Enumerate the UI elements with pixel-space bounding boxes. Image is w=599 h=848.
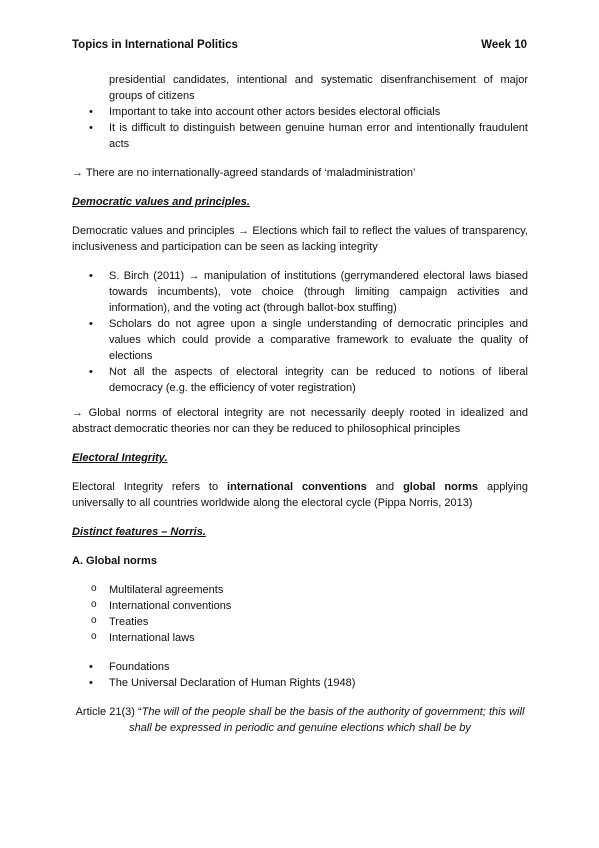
arrow-note: → There are no internationally-agreed standards of ‘maladministration’ <box>72 167 416 179</box>
section-heading-features: Distinct features – Norris. <box>72 526 206 538</box>
list-item: o Multilateral agreements <box>72 582 528 598</box>
list-item: • S. Birch (2011) → manipulation of institutions (gerrymandered electoral laws biased towards incumbents), vote choice (through limiting campaign activities and information), and the voting act (through ballot-box stuffing) <box>72 268 528 316</box>
quote-text: The will of the people shall be the basis of the authority of government; this will shall be expressed in periodic and genuine elections which shall be by <box>129 706 525 734</box>
text-run: applying universally to all countries worldwide along the electoral cycle (Pippa Norris, 2013) <box>72 481 528 509</box>
page-content <box>72 72 528 736</box>
subheading-global-norms: A. Global norms <box>72 555 157 567</box>
list-item: • The Universal Declaration of Human Rights (1948) <box>72 675 528 691</box>
list-item: o Treaties <box>72 614 528 630</box>
section-heading-integrity: Electoral Integrity. <box>72 452 168 464</box>
list-item: o International conventions <box>72 598 528 614</box>
list-item: • Foundations <box>72 659 528 675</box>
list-item: • Scholars do not agree upon a single understanding of democratic principles and values which could provide a comparative framework to evaluate the quality of elections <box>72 316 528 364</box>
bullet-continuation: presidential candidates, intentional and systematic disenfranchisement of major groups of citizens <box>109 74 528 102</box>
text-run: and <box>366 481 404 493</box>
democratic-bullet-list <box>72 268 528 396</box>
list-item: o International laws <box>72 630 528 646</box>
list-item: • Not all the aspects of electoral integrity can be reduced to notions of liberal democracy (e.g. the efficiency of voter registration) <box>72 364 528 396</box>
quote-prefix: Article 21(3) “ <box>75 706 142 718</box>
democratic-paragraph: Democratic values and principles → Elections which fail to reflect the values of transparency, inclusiveness and participation can be seen as lacking integrity <box>72 225 528 253</box>
page-header <box>72 37 527 53</box>
course-title: Topics in International Politics <box>72 39 238 51</box>
term-global-norms: global norms <box>403 481 479 493</box>
week-label: Week 10 <box>481 39 527 51</box>
integrity-paragraph <box>72 479 528 511</box>
foundations-bullet-list <box>72 659 528 691</box>
term-international-conventions: international conventions <box>227 481 367 493</box>
intro-bullet-list <box>72 104 528 152</box>
list-item: • Important to take into account other actors besides electoral officials <box>72 104 528 120</box>
section-heading-democratic: Democratic values and principles. <box>72 196 250 208</box>
arrow-note: → Global norms of electoral integrity are not necessarily deeply rooted in idealized and abstract democratic theories nor can they be reduced to philosophical principles <box>72 407 528 435</box>
article-quote <box>72 704 528 736</box>
global-norms-sublist <box>72 582 528 646</box>
list-item: • It is difficult to distinguish between genuine human error and intentionally fraudulent acts <box>72 120 528 152</box>
text-run: Electoral Integrity refers to <box>72 481 228 493</box>
